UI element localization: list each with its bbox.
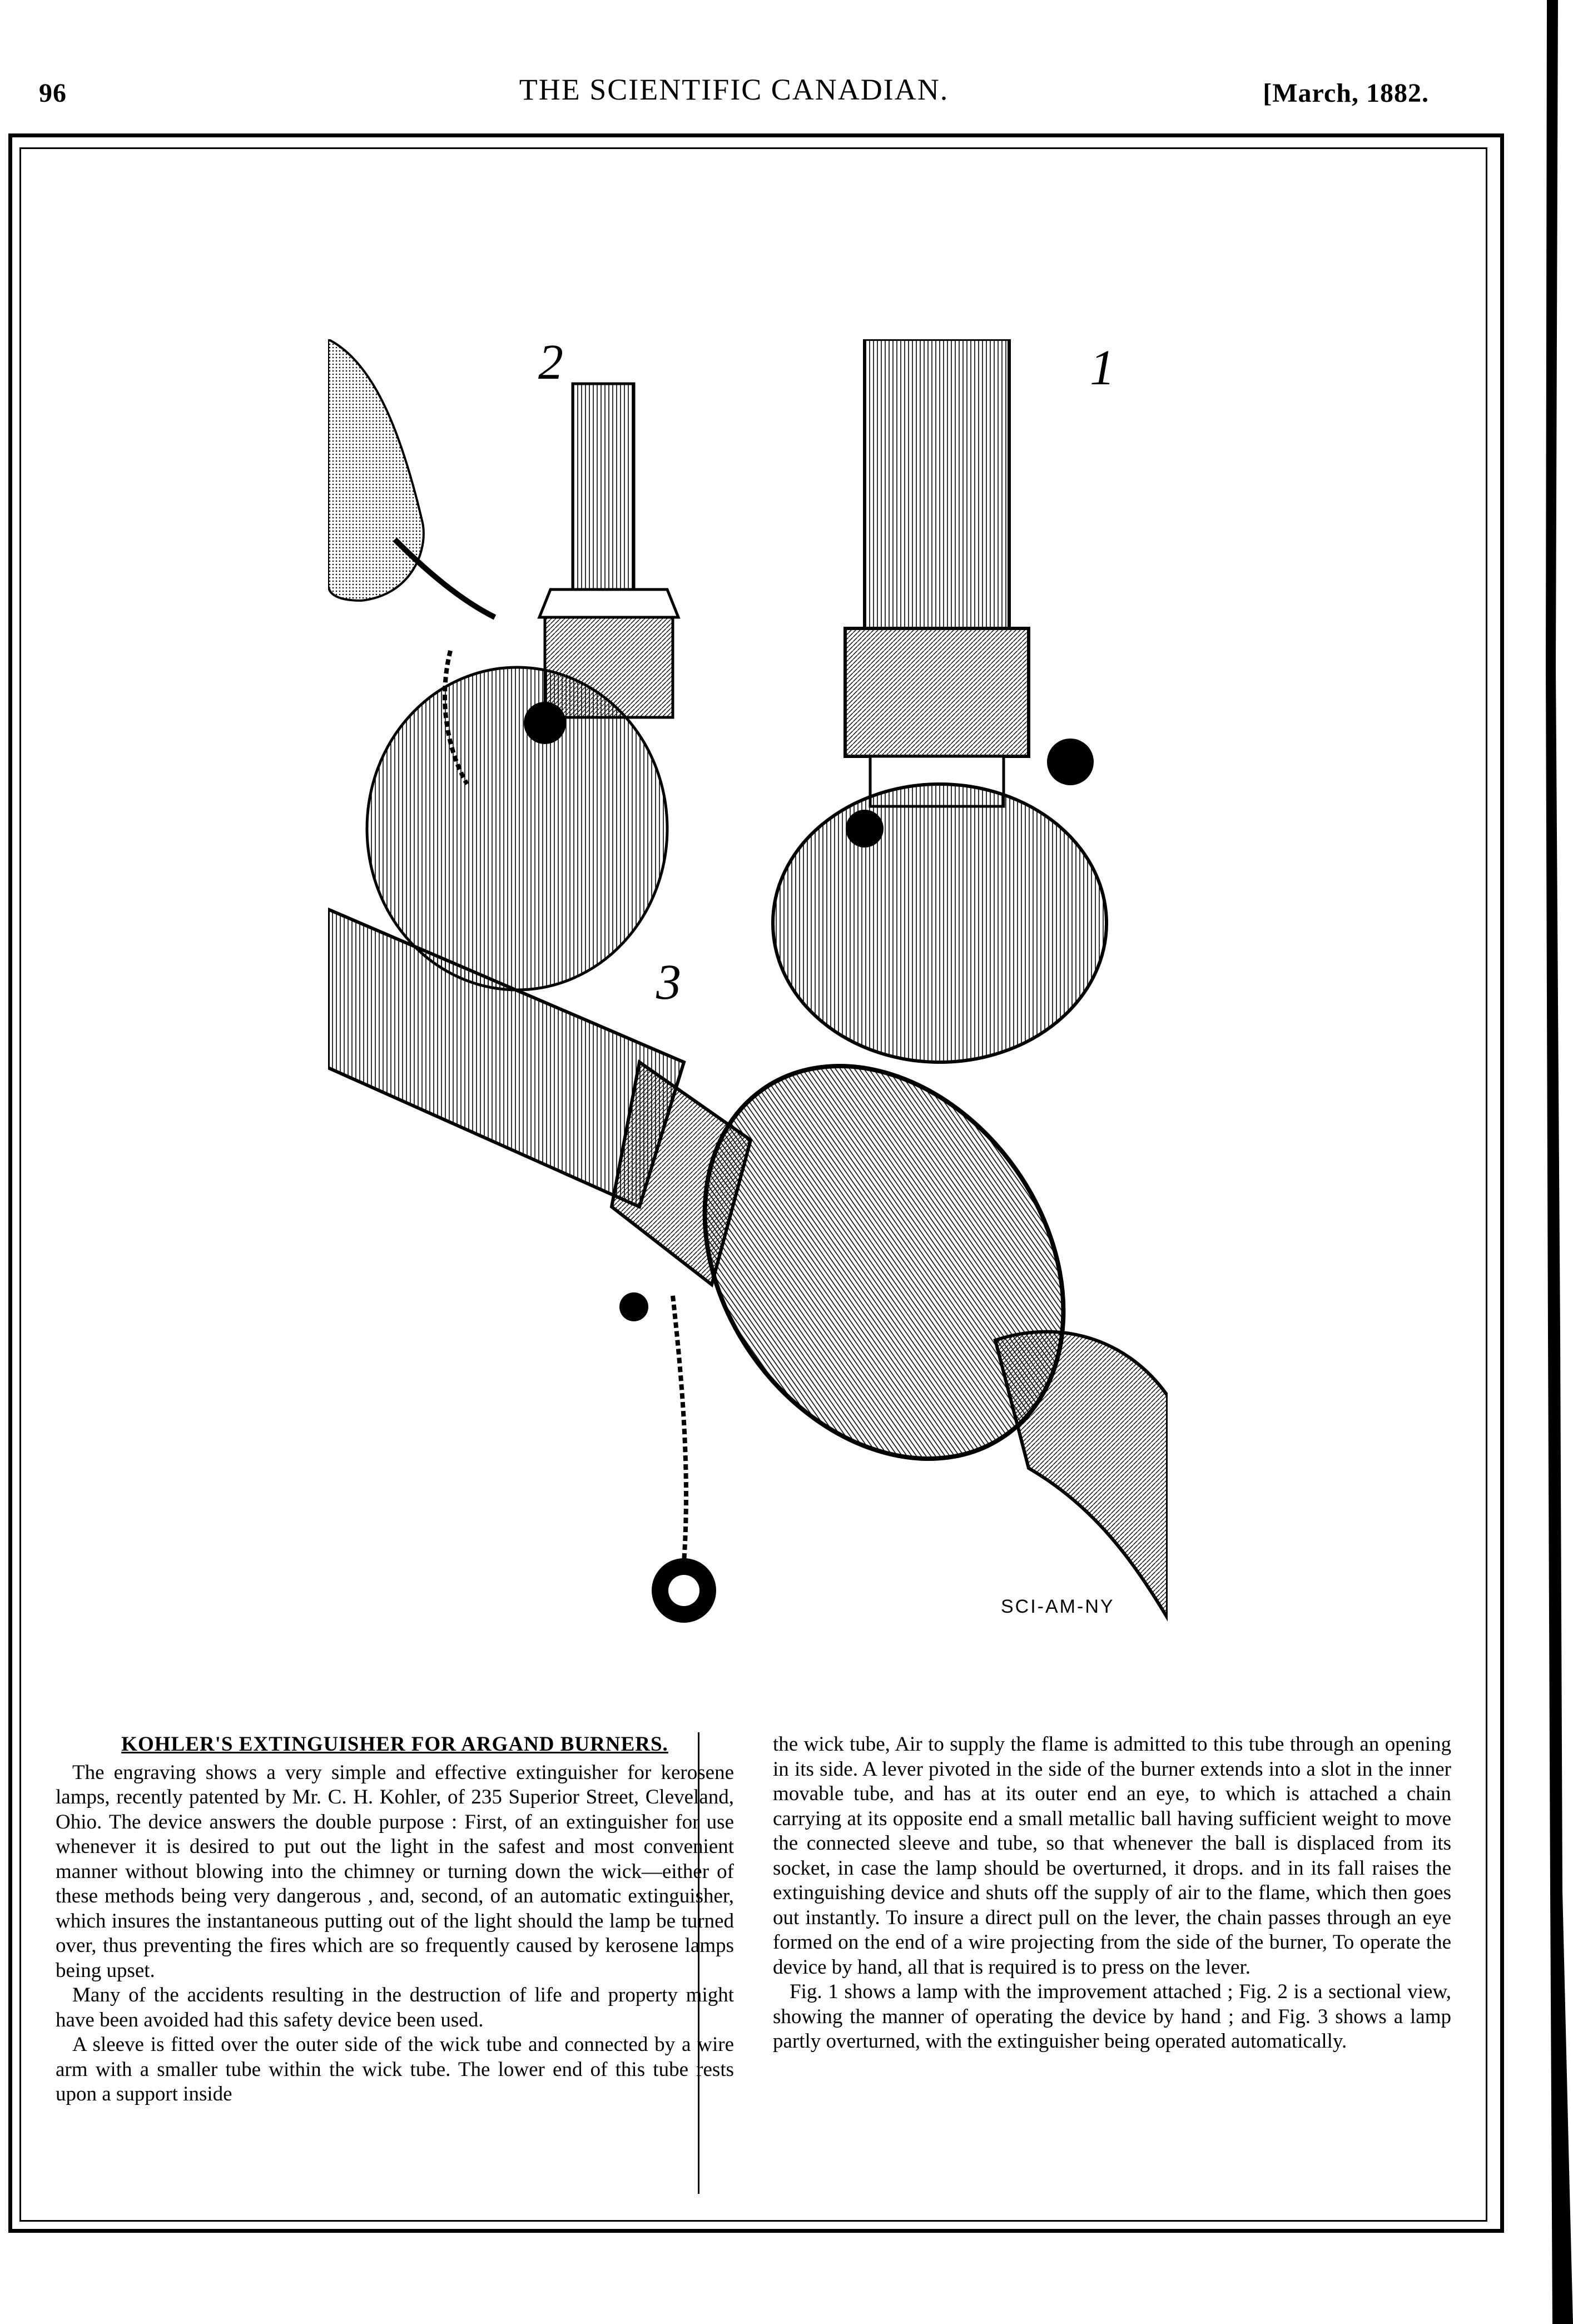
figure-label-2: 2: [538, 335, 563, 390]
lamp-engraving: [328, 339, 1168, 1646]
paragraph: A sleeve is fitted over the outer side of the wick tube and connected by a wire arm with a smaller tube within the wick tube. The lower end of this tube rests upon a support inside: [56, 2033, 734, 2105]
paragraph: the wick tube, Air to supply the flame is admitted to this tube through an opening in its side. A lever pivoted in the side of the burner extends into a slot in the inner movable tube, and has at its outer end an eye, to which is attached a chain carrying at its opposite end a small metallic ball having sufficient weight to move the connected sleeve and tube, so that whenever the ball is displaced from its socket, in case the lamp should be overturned, it drops. and in its fall raises the extinguishing device and shuts off the supply of air to the flame, which then goes out instantly. To insure a direct pull on the lever, the chain passes through an eye formed on the end of a wire projecting from the side of the burner, To operate the device by hand, all that is required is to press on the lever.: [773, 1733, 1451, 1979]
paragraph: The engraving shows a very simple and effective extinguisher for kerosene lamps, recently patented by Mr. C. H. Kohler, of 235 Superior Street, Cleveland, Ohio. The device answers the double purpose : First, of an extinguisher for use whenever it is desired to put out the light in the safest and most convenient manner without blowing into the chimney or turning down the wick—either of these methods being very dangerous , and, second, of an automatic extinguisher, which insures the instantaneous putting out of the light should the lamp be turned over, thus preventing the fires which are so frequently caused by kerosene lamps being upset.: [56, 1761, 734, 1982]
figure-label-1: 1: [1090, 340, 1115, 395]
article-column-left: [56, 1732, 734, 2107]
engraver-credit: SCI-AM-NY: [1001, 1596, 1115, 1617]
article-column-right: [773, 1732, 1451, 2054]
publication-title: THE SCIENTIFIC CANADIAN.: [519, 73, 949, 106]
article-title: KOHLER'S EXTINGUISHER FOR ARGAND BURNERS.: [121, 1733, 668, 1756]
issue-date: [March, 1882.: [1263, 78, 1429, 108]
paragraph: Fig. 1 shows a lamp with the improvement attached ; Fig. 2 is a sectional view, showing the manner of operating the device by hand ; and Fig. 3 shows a lamp partly overturned, with the extinguisher being operated automatically.: [773, 1980, 1451, 2053]
scanned-binding-edge: [1536, 0, 1573, 2324]
figure-label-3: 3: [656, 955, 681, 1010]
page-number: 96: [39, 78, 67, 108]
figure-2-lamp: [328, 339, 678, 990]
article-body: [56, 1732, 1457, 2205]
page-header: [39, 72, 1429, 122]
figure-1-lamp: [773, 339, 1106, 1062]
paragraph: Many of the accidents resulting in the destruction of life and property might have been avoided had this safety device been used.: [56, 1984, 734, 2031]
